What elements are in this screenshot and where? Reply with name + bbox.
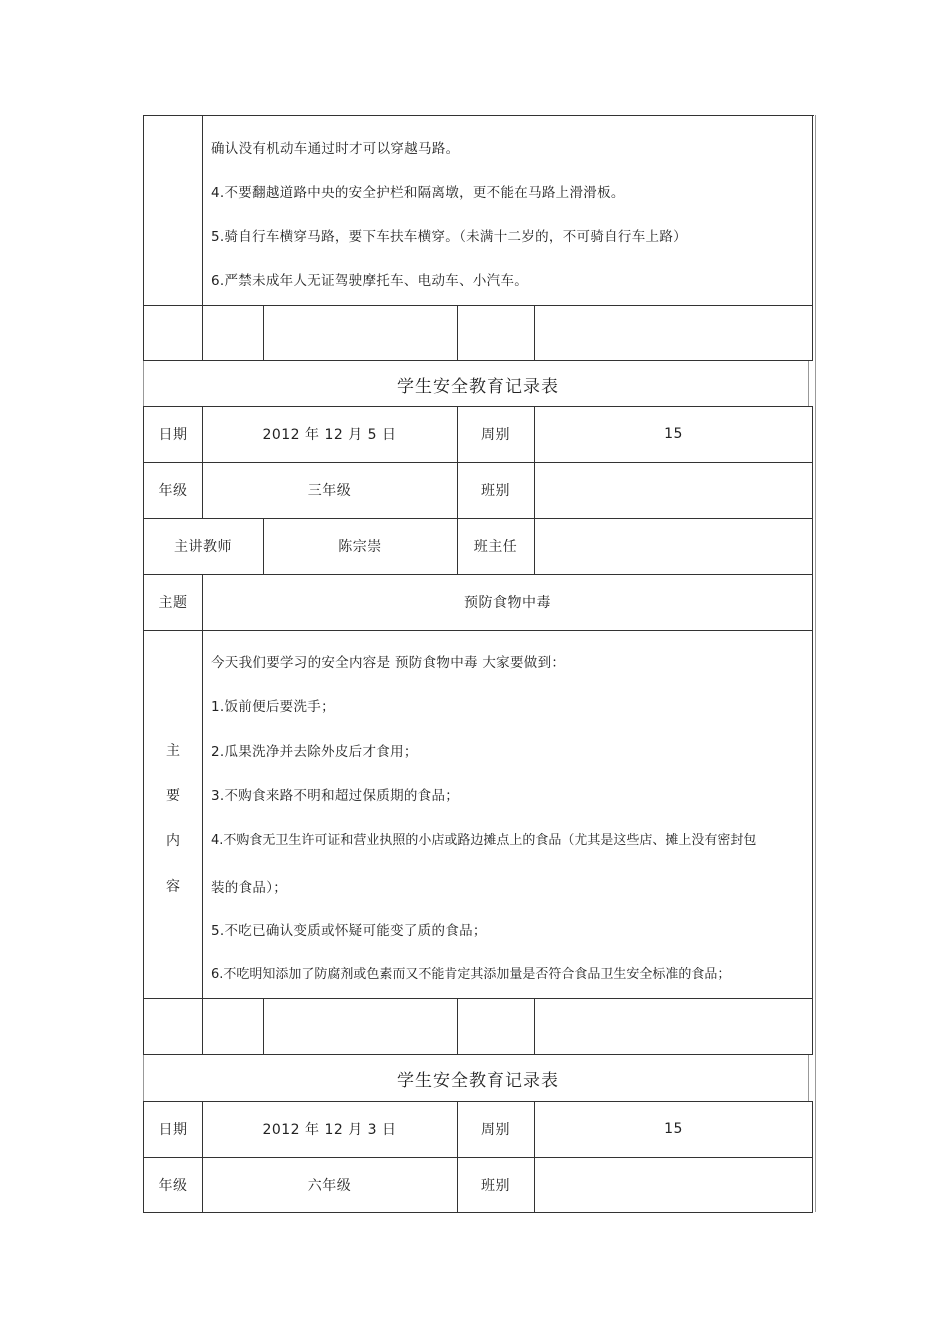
date-value: 2012 年 12 月 3 日 bbox=[262, 1122, 397, 1138]
head-teacher-value bbox=[534, 518, 813, 574]
table-border bbox=[812, 115, 813, 361]
grade-value: 六年级 bbox=[307, 1178, 352, 1194]
page-edge-line bbox=[815, 115, 816, 1212]
table-border bbox=[263, 998, 264, 1054]
table-border bbox=[202, 998, 203, 1054]
class-label: 班别 bbox=[481, 483, 510, 499]
table-border bbox=[143, 305, 813, 306]
table-border bbox=[143, 630, 813, 631]
record-title: 学生安全教育记录表 bbox=[397, 376, 559, 397]
content-label-char: 内 bbox=[166, 833, 180, 849]
topic-label: 主题 bbox=[158, 595, 188, 611]
content-line: 1.饭前便后要洗手； bbox=[211, 699, 335, 715]
teacher-value: 陈宗崇 bbox=[338, 539, 382, 555]
head-teacher-label: 班主任 bbox=[473, 539, 518, 555]
grade-label: 年级 bbox=[158, 483, 188, 499]
content-line: 5.不吃已确认变质或怀疑可能变了质的食品； bbox=[211, 923, 487, 939]
content-label-char: 容 bbox=[166, 879, 180, 895]
date-value: 2012 年 12 月 5 日 bbox=[262, 427, 397, 443]
table-border bbox=[143, 115, 144, 361]
grade-value: 三年级 bbox=[307, 483, 352, 499]
table-border bbox=[457, 305, 458, 361]
content-label-char: 要 bbox=[166, 788, 180, 804]
content-line: 6.严禁未成年人无证驾驶摩托车、电动车、小汽车。 bbox=[211, 273, 529, 289]
content-line: 2.瓜果洗净并去除外皮后才食用； bbox=[211, 744, 418, 760]
content-line: 6.不吃明知添加了防腐剂或色素而又不能肯定其添加量是否符合食品卫生安全标准的食品； bbox=[211, 967, 731, 982]
week-value: 15 bbox=[664, 426, 683, 442]
content-line: 4.不要翻越道路中央的安全护栏和隔离墩，更不能在马路上滑滑板。 bbox=[211, 185, 625, 201]
date-label: 日期 bbox=[158, 1122, 188, 1138]
class-value bbox=[534, 462, 813, 518]
table-border bbox=[263, 305, 264, 361]
table-border bbox=[202, 115, 203, 361]
teacher-label: 主讲教师 bbox=[174, 539, 232, 555]
content-line: 确认没有机动车通过时才可以穿越马路。 bbox=[211, 141, 460, 157]
week-label: 周别 bbox=[481, 1122, 510, 1138]
table-border bbox=[143, 115, 814, 116]
table-border bbox=[143, 998, 813, 999]
table-border bbox=[534, 305, 535, 361]
record-title: 学生安全教育记录表 bbox=[397, 1070, 559, 1091]
content-line: 5.骑自行车横穿马路，要下车扶车横穿。（未满十二岁的，不可骑自行车上路） bbox=[211, 229, 687, 245]
class-value bbox=[534, 1157, 813, 1213]
content-label-char: 主 bbox=[166, 743, 180, 759]
content-line: 装的食品）； bbox=[211, 880, 288, 896]
date-label: 日期 bbox=[158, 427, 188, 443]
class-label: 班别 bbox=[481, 1178, 510, 1194]
content-line: 3.不购食来路不明和超过保质期的食品； bbox=[211, 788, 460, 804]
week-label: 周别 bbox=[481, 427, 510, 443]
content-line: 4.不购食无卫生许可证和营业执照的小店或路边摊点上的食品（尤其是这些店、摊上没有密封包 bbox=[211, 833, 757, 848]
week-value: 15 bbox=[664, 1121, 683, 1137]
table-border bbox=[534, 998, 535, 1054]
table-border bbox=[457, 998, 458, 1054]
grade-label: 年级 bbox=[158, 1178, 188, 1194]
topic-value: 预防食物中毒 bbox=[464, 595, 551, 611]
content-line: 今天我们要学习的安全内容是 预防食物中毒 大家要做到： bbox=[211, 655, 566, 671]
